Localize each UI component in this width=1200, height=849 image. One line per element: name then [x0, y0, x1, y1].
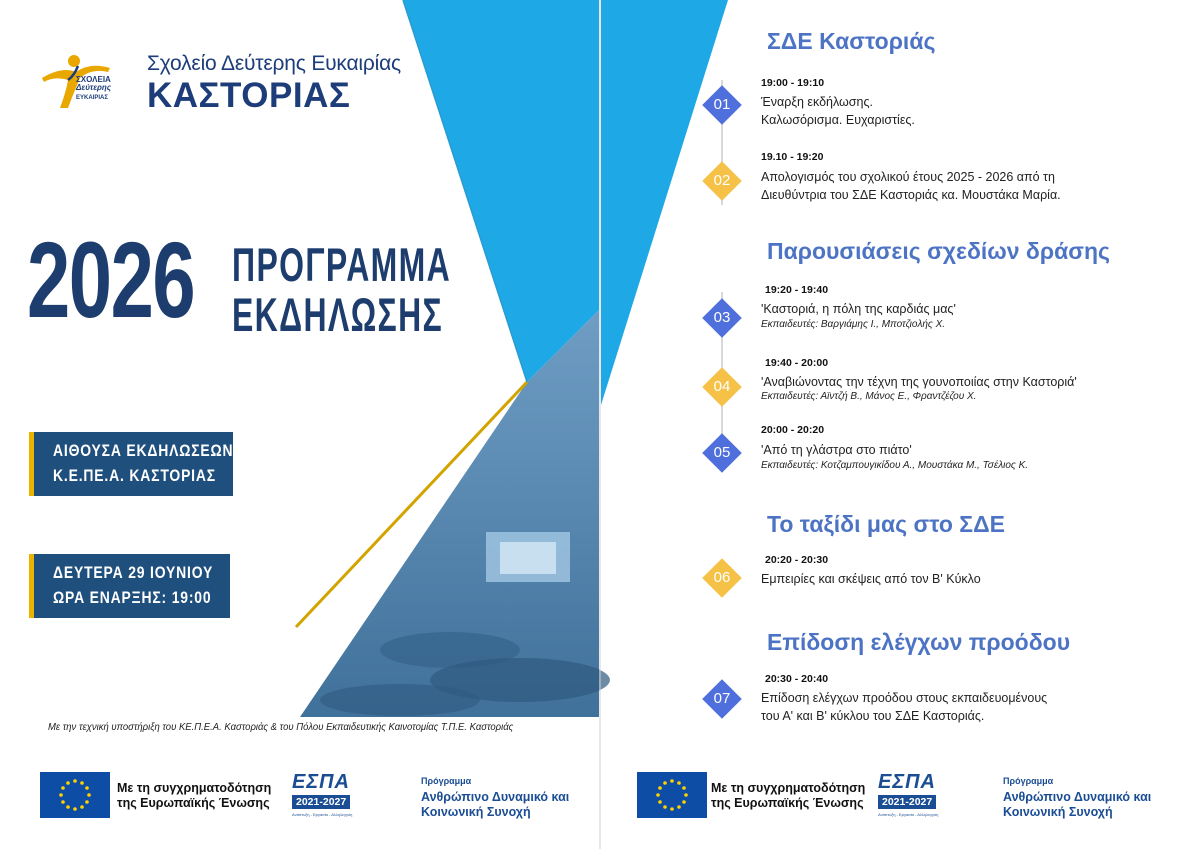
- item-time: 19:20 - 19:40: [765, 284, 829, 296]
- school-name: Σχολείο Δεύτερης Ευκαιρίας: [147, 52, 401, 75]
- item-trainers: Εκπαιδευτές: Βαργιάμης Ι., Μποτζιολής Χ.: [761, 319, 946, 330]
- espa-logo: [292, 772, 372, 817]
- step-marker-04: 04: [702, 367, 742, 407]
- program-label: Πρόγραμμα: [421, 776, 472, 786]
- item-desc: Καλωσόρισμα. Ευχαριστίες.: [761, 113, 915, 127]
- espa-logo-right: [878, 772, 958, 817]
- program-line2: Κοινωνική Συνοχή: [1003, 805, 1113, 819]
- cofund-line2: της Ευρωπαϊκής Ένωσης: [117, 796, 270, 810]
- school-logo: [38, 52, 114, 110]
- item-desc: 'Από τη γλάστρα στο πιάτο': [761, 443, 912, 457]
- cofund-line1: Με τη συγχρηματοδότηση: [711, 781, 866, 795]
- school-city: ΚΑΣΤΟΡΙΑΣ: [147, 76, 351, 115]
- item-desc: Έναρξη εκδήλωσης.: [761, 95, 873, 109]
- item-time: 20:30 - 20:40: [765, 673, 829, 685]
- step-marker-05: 05: [702, 433, 742, 473]
- item-desc: 'Αναβιώνοντας την τέχνη της γουνοποιίας στην Καστοριά': [761, 375, 1077, 389]
- logo-text-3: ΕΥΚΑΙΡΙΑΣ: [76, 95, 108, 101]
- program-name: [421, 790, 569, 820]
- espa-years: 2021-2027: [878, 795, 936, 809]
- step-marker-02: 02: [702, 161, 742, 201]
- program-name: [1003, 790, 1151, 820]
- cofund-text: [117, 781, 271, 811]
- event-title-line1: ΠΡΟΓΡΑΜΜΑ: [232, 238, 452, 291]
- event-title-line2: ΕΚΔΗΛΩΣΗΣ: [232, 288, 444, 341]
- program-line1: Ανθρώπινο Δυναμικό και: [421, 790, 570, 804]
- item-desc: Διευθύντρια του ΣΔΕ Καστοριάς κα. Μουστάκα Μαρία.: [761, 188, 1061, 202]
- cofund-line1: Με τη συγχρηματοδότηση: [117, 781, 272, 795]
- item-desc: Απολογισμός του σχολικού έτους 2025 - 2026 από τη: [761, 170, 1055, 184]
- espa-years: 2021-2027: [292, 795, 350, 809]
- eu-flag-icon: [40, 772, 110, 818]
- item-trainers: Εκπαιδευτές: Αϊντζή Β., Μάνος Ε., Φραντζέζου Χ.: [761, 391, 977, 402]
- program-line2: Κοινωνική Συνοχή: [421, 805, 531, 819]
- section-title-sde: ΣΔΕ Καστοριάς: [767, 28, 936, 54]
- auditorium-photo: [300, 310, 610, 717]
- venue-box: [29, 432, 233, 496]
- venue-line1: ΑΙΘΟΥΣΑ ΕΚΔΗΛΩΣΕΩΝ: [53, 441, 234, 460]
- item-desc: του Α' και Β' κύκλου του ΣΔΕ Καστοριάς.: [761, 709, 985, 723]
- espa-sub: Ανάπτυξη - Εργασία - Αλληλεγγύη: [292, 812, 353, 817]
- date-box: [29, 554, 230, 618]
- cofund-line2: της Ευρωπαϊκής Ένωσης: [711, 796, 864, 810]
- logo-text-1: ΣΧΟΛΕΙΑ: [76, 75, 111, 84]
- espa-word: ΕΣΠΑ: [878, 771, 936, 793]
- espa-word: ΕΣΠΑ: [292, 771, 350, 793]
- venue-line2: Κ.Ε.ΠΕ.Α. ΚΑΣΤΟΡΙΑΣ: [53, 466, 216, 485]
- support-note: Με την τεχνική υποστήριξη του ΚΕ.Π.Ε.Α. Καστοριάς & του Πόλου Εκπαιδευτικής Καινοτομίας Τ.Π.Ε. Καστοριάς: [48, 722, 514, 733]
- blue-triangle-right: [601, 0, 728, 405]
- step-marker-07: 07: [702, 679, 742, 719]
- date-line1: ΔΕΥΤΕΡΑ 29 ΙΟΥΝΙΟΥ: [53, 563, 214, 582]
- section-title-journey: Το ταξίδι μας στο ΣΔΕ: [767, 511, 1005, 537]
- item-desc: Επίδοση ελέγχων προόδου στους εκπαιδευομένους: [761, 691, 1048, 705]
- espa-sub: Ανάπτυξη - Εργασία - Αλληλεγγύη: [878, 812, 939, 817]
- item-time: 19:40 - 20:00: [765, 357, 829, 369]
- cofund-text-right: [711, 781, 865, 811]
- eu-flag-icon: [637, 772, 707, 818]
- step-marker-06: 06: [702, 558, 742, 598]
- item-time: 19:00 - 19:10: [761, 77, 825, 89]
- section-title-presentations: Παρουσιάσεις σχεδίων δράσης: [767, 238, 1110, 264]
- program-block: [421, 776, 569, 820]
- event-year: 2026: [27, 219, 195, 340]
- item-trainers: Εκπαιδευτές: Κοτζαμπουγικίδου Α., Μουστάκα Μ., Τσέλιος Κ.: [761, 460, 1029, 471]
- date-line2: ΩΡΑ ΕΝΑΡΞΗΣ: 19:00: [53, 588, 212, 607]
- item-desc: Εμπειρίες και σκέψεις από τον Β' Κύκλο: [761, 572, 981, 586]
- event-title: [232, 240, 451, 340]
- step-marker-03: 03: [702, 298, 742, 338]
- item-time: 20:20 - 20:30: [765, 554, 829, 566]
- section-title-certificates: Επίδοση ελέγχων προόδου: [767, 629, 1071, 655]
- program-block-right: [1003, 776, 1151, 820]
- logo-text-2: Δεύτερης: [76, 83, 112, 92]
- item-time: 19.10 - 19:20: [761, 151, 824, 163]
- program-label: Πρόγραμμα: [1003, 776, 1054, 786]
- item-desc: 'Καστοριά, η πόλη της καρδιάς μας': [761, 302, 956, 316]
- item-time: 20:00 - 20:20: [761, 424, 825, 436]
- step-marker-01: 01: [702, 85, 742, 125]
- program-line1: Ανθρώπινο Δυναμικό και: [1003, 790, 1152, 804]
